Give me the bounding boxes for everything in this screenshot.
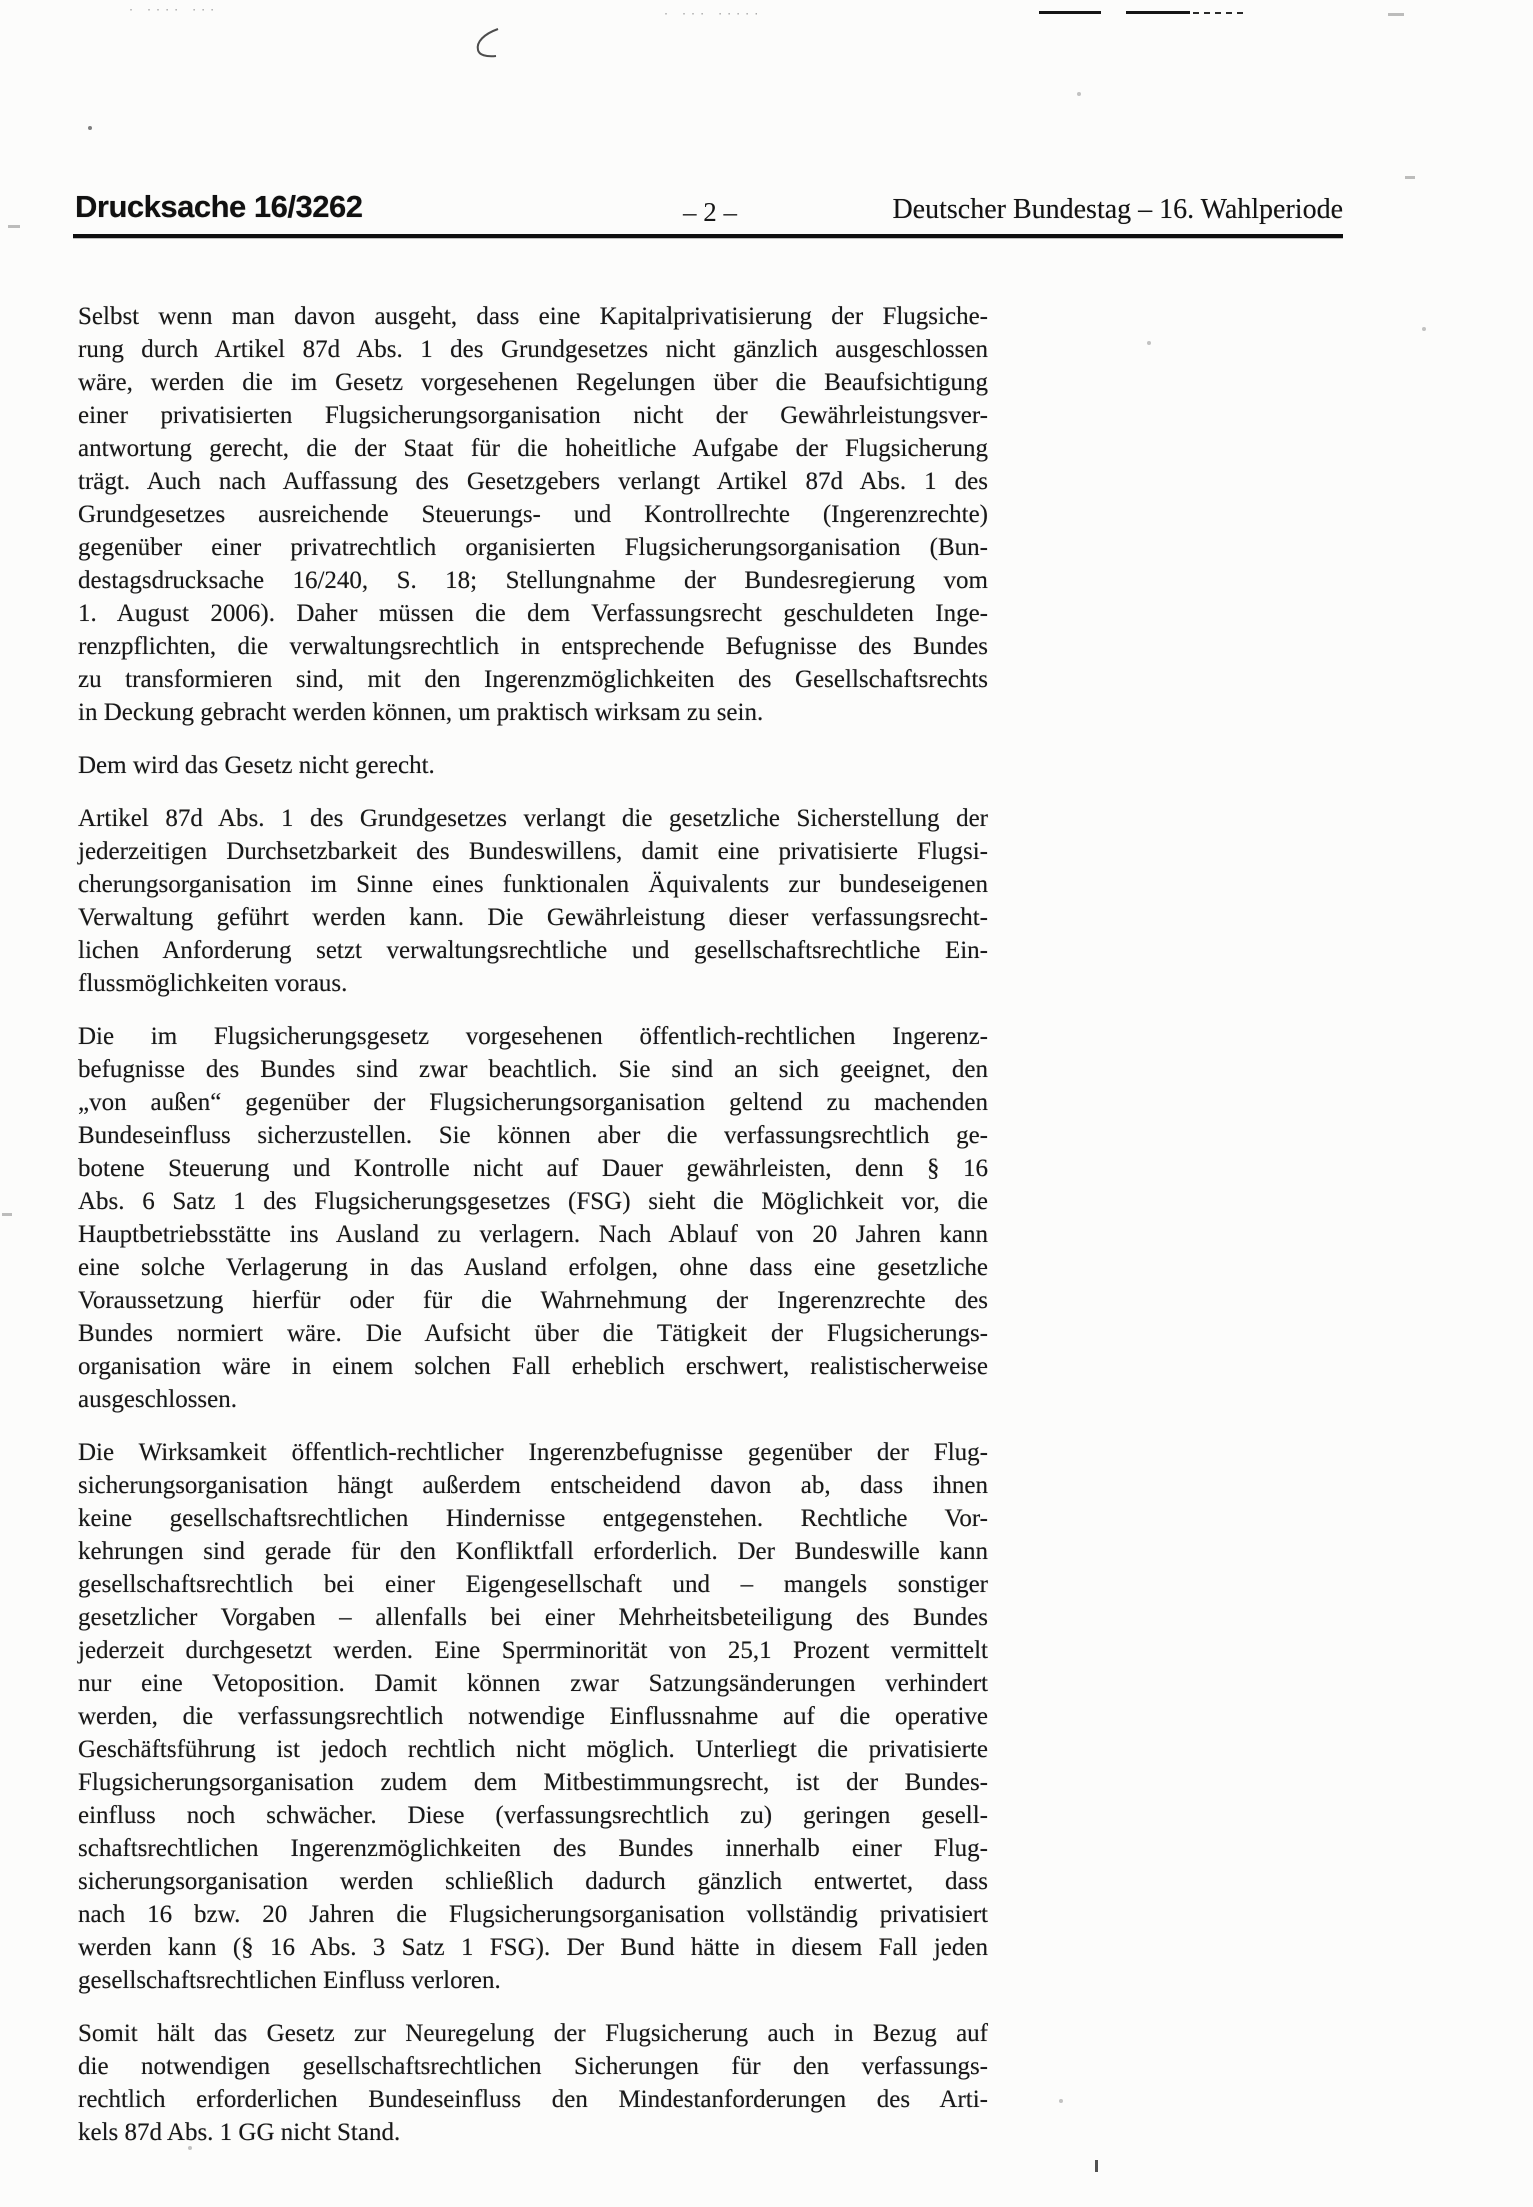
text-line: botene Steuerung und Kontrolle nicht auf Dauer gewährleisten, denn § 16 <box>78 1155 988 1182</box>
text-line: Voraussetzung hierfür oder für die Wahrnehmung der Ingerenzrechte des <box>78 1287 988 1314</box>
text-line: gesellschaftsrechtlichen Einfluss verloren. <box>78 1967 501 1994</box>
text-line: „von außen“ gegenüber der Flugsicherungsorganisation geltend zu machenden <box>78 1089 988 1116</box>
paragraph <box>78 749 988 782</box>
text-line: Die im Flugsicherungsgesetz vorgesehenen öffentlich-rechtlichen Ingerenz- <box>78 1023 988 1050</box>
text-line: destagsdrucksache 16/240, S. 18; Stellungnahme der Bundesregierung vom <box>78 567 988 594</box>
scan-artifact <box>1059 2099 1063 2103</box>
text-line: keine gesellschaftsrechtlichen Hindernisse entgegenstehen. Rechtliche Vor- <box>78 1505 988 1532</box>
scan-artifact <box>1388 13 1404 16</box>
text-line: Grundgesetzes ausreichende Steuerungs- und Kontrollrechte (Ingerenzrechte) <box>78 501 988 528</box>
text-line: Selbst wenn man davon ausgeht, dass eine Kapitalprivatisierung der Flugsiche- <box>78 303 988 330</box>
text-line: gesellschaftsrechtlich bei einer Eigengesellschaft und – mangels sonstiger <box>78 1571 988 1598</box>
text-line: Abs. 6 Satz 1 des Flugsicherungsgesetzes (FSG) sieht die Möglichkeit vor, die <box>78 1188 988 1215</box>
text-line: Dem wird das Gesetz nicht gerecht. <box>78 752 435 779</box>
text-line: lichen Anforderung setzt verwaltungsrechtliche und gesellschaftsrechtliche Ein- <box>78 937 988 964</box>
text-line: Hauptbetriebsstätte ins Ausland zu verlagern. Nach Ablauf von 20 Jahren kann <box>78 1221 988 1248</box>
text-line: zu transformieren sind, mit den Ingerenzmöglichkeiten des Gesellschaftsrechts <box>78 666 988 693</box>
text-line: jederzeitigen Durchsetzbarkeit des Bundeswillens, damit eine privatisierte Flugsi- <box>78 838 988 865</box>
text-line: schaftsrechtlichen Ingerenzmöglichkeiten des Bundes innerhalb einer Flug- <box>78 1835 988 1862</box>
scan-artifact <box>1193 12 1243 14</box>
paragraph <box>78 802 988 1000</box>
text-line: rechtlich erforderlichen Bundeseinfluss den Mindestanforderungen des Arti- <box>78 2086 988 2113</box>
scan-artifact <box>1405 176 1415 179</box>
page-number: – 2 – <box>683 197 737 227</box>
text-line: antwortung gerecht, die der Staat für die hoheitliche Aufgabe der Flugsicherung <box>78 435 988 462</box>
text-line: eine solche Verlagerung in das Ausland erfolgen, ohne dass eine gesetzliche <box>78 1254 988 1281</box>
text-line: organisation wäre in einem solchen Fall erheblich erschwert, realistischerweise <box>78 1353 988 1380</box>
text-line: Bundeseinfluss sicherzustellen. Sie können aber die verfassungsrechtlich ge- <box>78 1122 988 1149</box>
text-line: wäre, werden die im Gesetz vorgesehenen Regelungen über die Beaufsichtigung <box>78 369 988 396</box>
text-line: werden, die verfassungsrechtlich notwendige Einflussnahme auf die operative <box>78 1703 988 1730</box>
scan-artifact <box>1147 341 1151 345</box>
text-line: kehrungen sind gerade für den Konfliktfall erforderlich. Der Bundeswille kann <box>78 1538 988 1565</box>
paragraph <box>78 300 988 729</box>
text-line: cherungsorganisation im Sinne eines funktionalen Äquivalents zur bundeseigenen <box>78 871 988 898</box>
text-line: 1. August 2006). Daher müssen die dem Verfassungsrecht geschuldeten Inge- <box>78 600 988 627</box>
document-body <box>78 300 988 2169</box>
scan-artifact <box>8 225 20 228</box>
text-line: Die Wirksamkeit öffentlich-rechtlicher Ingerenzbefugnisse gegenüber der Flug- <box>78 1439 988 1466</box>
text-line: gesetzlicher Vorgaben – allenfalls bei einer Mehrheitsbeteiligung des Bundes <box>78 1604 988 1631</box>
paragraph <box>78 1020 988 1416</box>
scan-artifact: · ···· ··· <box>128 5 219 16</box>
text-line: kels 87d Abs. 1 GG nicht Stand. <box>78 2119 401 2146</box>
scan-artifact <box>88 126 92 130</box>
text-line: ausgeschlossen. <box>78 1386 237 1413</box>
text-line: sicherungsorganisation werden schließlich dadurch gänzlich entwertet, dass <box>78 1868 988 1895</box>
scan-artifact: · ··· ····· <box>663 9 763 20</box>
text-line: sicherungsorganisation hängt außerdem entscheidend davon ab, dass ihnen <box>78 1472 988 1499</box>
paragraph <box>78 2017 988 2149</box>
text-line: Flugsicherungsorganisation zudem dem Mitbestimmungsrecht, ist der Bundes- <box>78 1769 988 1796</box>
text-line: trägt. Auch nach Auffassung des Gesetzgebers verlangt Artikel 87d Abs. 1 des <box>78 468 988 495</box>
text-line: Somit hält das Gesetz zur Neuregelung der Flugsicherung auch in Bezug auf <box>78 2020 988 2047</box>
text-line: flussmöglichkeiten voraus. <box>78 970 348 997</box>
text-line: einfluss noch schwächer. Diese (verfassungsrechtlich zu) geringen gesell- <box>78 1802 988 1829</box>
text-line: Artikel 87d Abs. 1 des Grundgesetzes verlangt die gesetzliche Sicherstellung der <box>78 805 988 832</box>
parliament-label: Deutscher Bundestag – 16. Wahlperiode <box>892 194 1343 225</box>
doc-number: Drucksache 16/3262 <box>75 189 363 224</box>
scan-artifact <box>1039 11 1101 14</box>
text-line: befugnisse des Bundes sind zwar beachtlich. Sie sind an sich geeignet, den <box>78 1056 988 1083</box>
text-line: renzpflichten, die verwaltungsrechtlich in entsprechende Befugnisse des Bundes <box>78 633 988 660</box>
text-line: nach 16 bzw. 20 Jahren die Flugsicherungsorganisation vollständig privatisiert <box>78 1901 988 1928</box>
text-line: gegenüber einer privatrechtlich organisierten Flugsicherungsorganisation (Bun- <box>78 534 988 561</box>
text-line: werden kann (§ 16 Abs. 3 Satz 1 FSG). Der Bund hätte in diesem Fall jeden <box>78 1934 988 1961</box>
scan-artifact <box>2 1213 12 1216</box>
scan-artifact <box>1422 327 1426 331</box>
text-line: Geschäftsführung ist jedoch rechtlich nicht möglich. Unterliegt die privatisierte <box>78 1736 988 1763</box>
text-line: rung durch Artikel 87d Abs. 1 des Grundgesetzes nicht gänzlich ausgeschlossen <box>78 336 988 363</box>
scan-artifact <box>1126 11 1190 14</box>
header-rule <box>73 234 1343 238</box>
text-line: einer privatisierten Flugsicherungsorganisation nicht der Gewährleistungsver- <box>78 402 988 429</box>
text-line: Bundes normiert wäre. Die Aufsicht über die Tätigkeit der Flugsicherungs- <box>78 1320 988 1347</box>
text-line: nur eine Vetoposition. Damit können zwar Satzungsänderungen verhindert <box>78 1670 988 1697</box>
text-line: jederzeit durchgesetzt werden. Eine Sperrminorität von 25,1 Prozent vermittelt <box>78 1637 988 1664</box>
text-line: die notwendigen gesellschaftsrechtlichen Sicherungen für den verfassungs- <box>78 2053 988 2080</box>
text-line: Verwaltung geführt werden kann. Die Gewährleistung dieser verfassungsrecht- <box>78 904 988 931</box>
scan-artifact <box>470 26 510 64</box>
scan-artifact <box>1095 2160 1098 2172</box>
text-line: in Deckung gebracht werden können, um praktisch wirksam zu sein. <box>78 699 764 726</box>
paragraph <box>78 1436 988 1997</box>
scan-artifact <box>1077 92 1081 96</box>
